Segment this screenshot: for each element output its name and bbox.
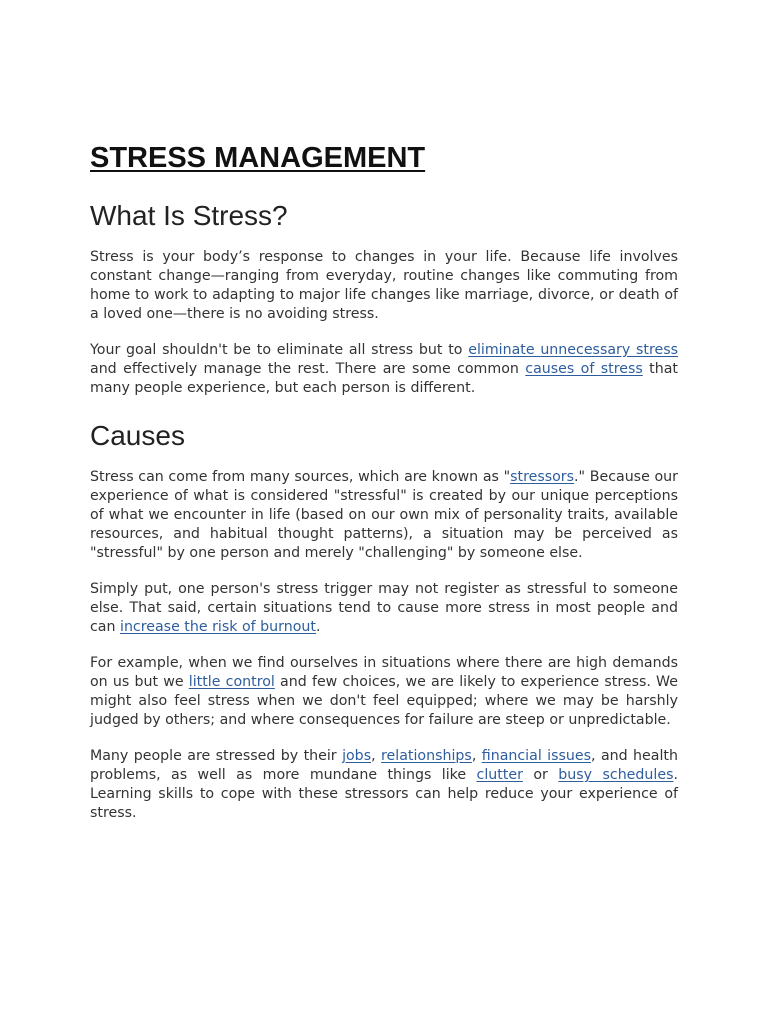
paragraph-text: For example, when we find ourselves in situations where there are high demands on us but we bbox=[90, 655, 678, 690]
link-financial-issues[interactable]: financial issues bbox=[481, 748, 592, 764]
link-busy-schedules[interactable]: busy schedules bbox=[558, 767, 674, 783]
paragraph-text: or bbox=[522, 767, 559, 783]
paragraph-text: and effectively manage the rest. There are some common bbox=[90, 361, 526, 377]
link-causes-of-stress[interactable]: causes of stress bbox=[525, 361, 643, 377]
paragraph-text: ." Because our experience of what is considered "stressful" is created by our unique perceptions of what we encounter in life (based on our own mix of personality traits, available resources, and habitual thought patterns), a situation may be perceived as "stressful" by one person and merely "challenging" by someone else. bbox=[90, 469, 678, 561]
link-relationships[interactable]: relationships bbox=[381, 748, 472, 764]
paragraph-text: and few choices, we are likely to experience stress. We might also feel stress when we don't feel equipped; where we may be harshly judged by others; and where consequences for failure are steep or unpredictable. bbox=[90, 674, 678, 728]
section-heading-what-is-stress: What Is Stress? bbox=[90, 200, 288, 231]
section-heading-causes: Causes bbox=[90, 420, 185, 451]
link-eliminate-unnecessary-stress[interactable]: eliminate unnecessary stress bbox=[468, 342, 678, 358]
paragraph-high-demands bbox=[90, 654, 678, 730]
link-clutter[interactable]: clutter bbox=[476, 767, 523, 783]
document-page bbox=[90, 140, 678, 823]
document-title: STRESS MANAGEMENT bbox=[90, 142, 426, 174]
link-stressors[interactable]: stressors bbox=[510, 469, 575, 485]
paragraph-text: . Learning skills to cope with these stressors can help reduce your experience of stress. bbox=[90, 767, 678, 821]
paragraph-text: , bbox=[471, 748, 482, 764]
paragraph-stressors bbox=[90, 468, 678, 563]
paragraph-text: Your goal shouldn't be to eliminate all stress but to bbox=[90, 342, 469, 358]
link-increase-risk-of-burnout[interactable]: increase the risk of burnout bbox=[120, 619, 316, 635]
paragraph-common-stressors bbox=[90, 747, 678, 823]
link-jobs[interactable]: jobs bbox=[342, 748, 372, 764]
section-what-is-stress bbox=[90, 198, 678, 398]
paragraph-stress-definition bbox=[90, 248, 678, 324]
paragraph-text: Stress is your body’s response to changes in your life. Because life involves constant change—ranging from everyday, routine changes like commuting from home to work to adapting to major life changes like marriage, divorce, or death of a loved one—there is no avoiding stress. bbox=[90, 249, 678, 322]
paragraph-text: , and health problems, as well as more mundane things like bbox=[90, 748, 678, 783]
paragraph-text: Many people are stressed by their bbox=[90, 748, 343, 764]
paragraph-text: . bbox=[316, 619, 321, 635]
paragraph-text: , bbox=[371, 748, 382, 764]
link-little-control[interactable]: little control bbox=[188, 674, 275, 690]
paragraph-text: Simply put, one person's stress trigger may not register as stressful to someone else. That said, certain situations tend to cause more stress in most people and can bbox=[90, 581, 678, 635]
paragraph-stress-trigger bbox=[90, 580, 678, 637]
paragraph-text: that many people experience, but each person is different. bbox=[90, 361, 678, 396]
paragraph-stress-goal bbox=[90, 341, 678, 398]
section-causes bbox=[90, 418, 678, 823]
paragraph-text: Stress can come from many sources, which are known as " bbox=[90, 469, 511, 485]
